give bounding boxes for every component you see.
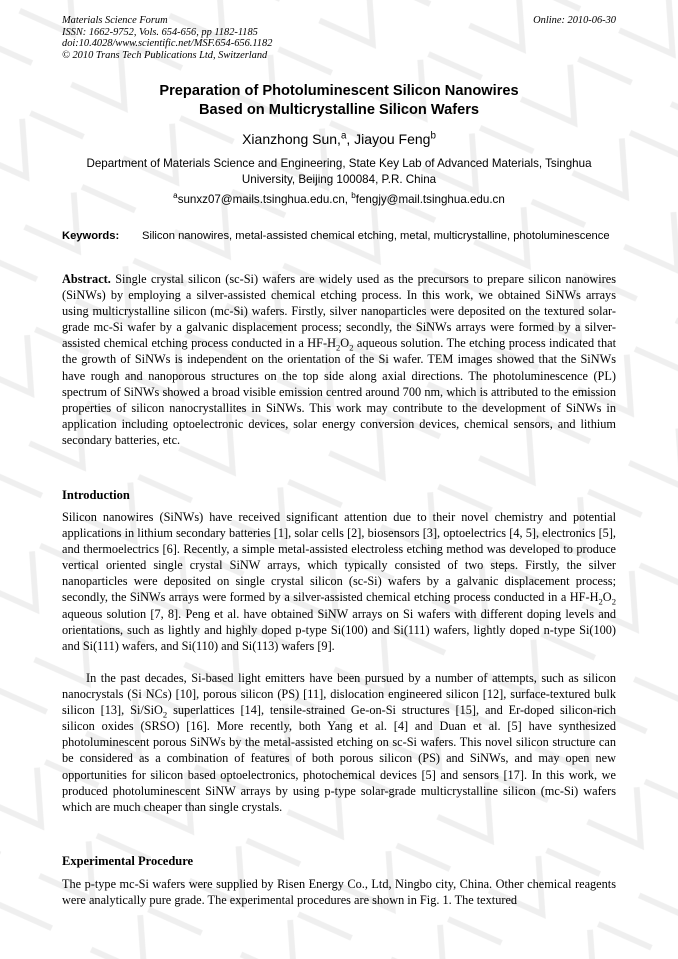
intro-p1-text-2: O xyxy=(602,590,612,605)
keywords-label: Keywords: xyxy=(62,230,120,242)
keywords-text: Silicon nanowires, metal-assisted chemical etching, metal, multicrystalline, photoluminescence xyxy=(142,230,610,242)
experimental-heading: Experimental Procedure xyxy=(62,854,194,868)
intro-p1-text-1: Silicon nanowires (SiNWs) have received significant attention due to their novel chemistry and potential applications in lithium secondary batteries [1], solar cells [2], biosensors [3], optoelectrics [4, 5], electronics [5], and thermoelectrics [6]. Recently, a simple metal-assisted electroless etching method was developed to produce vertical oriented single crystal SiNW arrays, which typically consisted of two steps. Firstly, the silver nanoparticles were deposited on single crystal silicon (sc-Si) wafers by a galvanic displacement process; secondly, the SiNWs arrays were formed by a silver-assisted chemical etching process conducted in a HF-H xyxy=(62,510,616,605)
intro-p1-sub-2: 2 xyxy=(611,596,616,607)
affiliation: Department of Materials Science and Engineering, State Key Lab of Advanced Materials, Tsinghua University, Beijing 100084, P.R. China xyxy=(86,157,592,186)
abstract-sub-1: 2 xyxy=(335,342,341,353)
introduction-heading: Introduction xyxy=(62,488,130,502)
issn-line: ISSN: 1662-9752, Vols. 654-656, pp 1182-1185 xyxy=(62,26,258,38)
abstract-text-1: Single crystal silicon (sc-Si) wafers are widely used as the precursors to prepare silicon nanowires (SiNWs) by employing a silver-assisted chemical etching process. In this work, we obtained SiNWs arrays using multicrystalline silicon (mc-Si) wafers. Firstly, silver nanoparticles were deposited on the textured solar-grade mc-Si wafer by a galvanic displacement process; secondly, the SiNWs arrays were formed by a silver-assisted chemical etching process conducted in a HF-H xyxy=(62,272,616,351)
intro-p2-sub: 2 xyxy=(162,709,168,720)
abstract-label: Abstract. xyxy=(62,272,111,286)
abstract-text-2: O xyxy=(340,336,350,351)
author-1: Xianzhong Sun, xyxy=(242,131,341,147)
title-line-1: Preparation of Photoluminescent Silicon Nanowires xyxy=(159,83,519,99)
intro-p2-text-2: superlattices [14], tensile-strained Ge-on-Si structures [15], and Er-doped silicon-rich silicon oxides (SRSO) [16]. More recently, both Yang et al. [4] and Duan et al. [5] have synthesized photoluminescent porous SiNWs by the metal-assisted etching on sc-Si wafers. This novel silicon structure can be considered as a combination of features of both porous silicon (PS) and SiNWs, and may open new opportunities for silicon based optoelectronics, photochemical devices [5] and sensors [17]. In this work, we produced photoluminescent SiNW arrays by using p-type solar-grade multicrystalline silicon (mc-Si) wafers which are much cheaper than single crystals. xyxy=(62,703,616,814)
doi-line: doi:10.4028/www.scientific.net/MSF.654-656.1182 xyxy=(62,38,273,50)
keywords-block xyxy=(62,229,616,244)
email-a[interactable]: sunxz07@mails.tsinghua.edu.cn, xyxy=(177,193,352,206)
journal-header xyxy=(62,15,616,62)
author-2: Jiayou Feng xyxy=(354,131,431,147)
intro-p2-text-1: In the past decades, Si-based light emitters have been pursued by a number of attempts, such as silicon nanocrystals (Si NCs) [10], porous silicon (PS) [11], dislocation engineered silicon [12], surface-textured bulk silicon [13], Si/SiO xyxy=(62,671,616,718)
author-emails xyxy=(62,192,616,208)
journal-name: Materials Science Forum xyxy=(62,15,168,26)
abstract-sub-2: 2 xyxy=(349,342,354,353)
paper-title xyxy=(62,82,616,119)
intro-p1-text-3: aqueous solution [7, 8]. Peng et al. have obtained SiNW arrays on Si wafers with different doping levels and orientations, such as lightly and highly doped p-type Si(100) and Si(111) wafers, lightly doped n-type Si(100) and Si(111) wafers, and Si(110) and Si(113) wafers [9]. xyxy=(62,606,616,653)
email-b-mark: b xyxy=(351,191,356,201)
introduction-paragraph-1 xyxy=(62,509,616,654)
experimental-paragraph: The p-type mc-Si wafers were supplied by Risen Energy Co., Ltd, Ningbo city, China. Other chemical reagents were analytically pure grade. The experimental procedures are shown in Fig. 1. The textured xyxy=(62,877,616,908)
author-1-mark: a xyxy=(340,130,347,142)
author-list xyxy=(62,130,616,148)
author-separator: , xyxy=(346,131,355,147)
email-a-mark: a xyxy=(173,191,178,201)
introduction-paragraph-2 xyxy=(62,670,616,815)
title-line-2: Based on Multicrystalline Silicon Wafers xyxy=(198,101,480,118)
copyright-line: © 2010 Trans Tech Publications Ltd, Switzerland xyxy=(62,50,268,62)
intro-p1-sub-1: 2 xyxy=(598,596,603,607)
online-date: Online: 2010-06-30 xyxy=(533,15,616,26)
abstract-text-3: aqueous solution. The etching process indicated that the growth of SiNWs is independent on the orientation of the Si wafer. TEM images showed that the SiNWs have rough and nanoporous structures on the top side along axial directions. The photoluminescence (PL) spectrum of SiNWs showed a broad visible emission centred around 700 nm, which is attributed to the emission properties of silicon nanocrystallites in SiNWs. This work may contribute to the development of SiNWs in application including optoelectronic devices, solar energy conversion devices, chemical sensors, and lithium secondary batteries, etc. xyxy=(62,336,616,447)
author-2-mark: b xyxy=(430,130,436,142)
abstract-paragraph xyxy=(62,271,616,448)
email-b[interactable]: fengjy@mail.tsinghua.edu.cn xyxy=(355,193,505,206)
